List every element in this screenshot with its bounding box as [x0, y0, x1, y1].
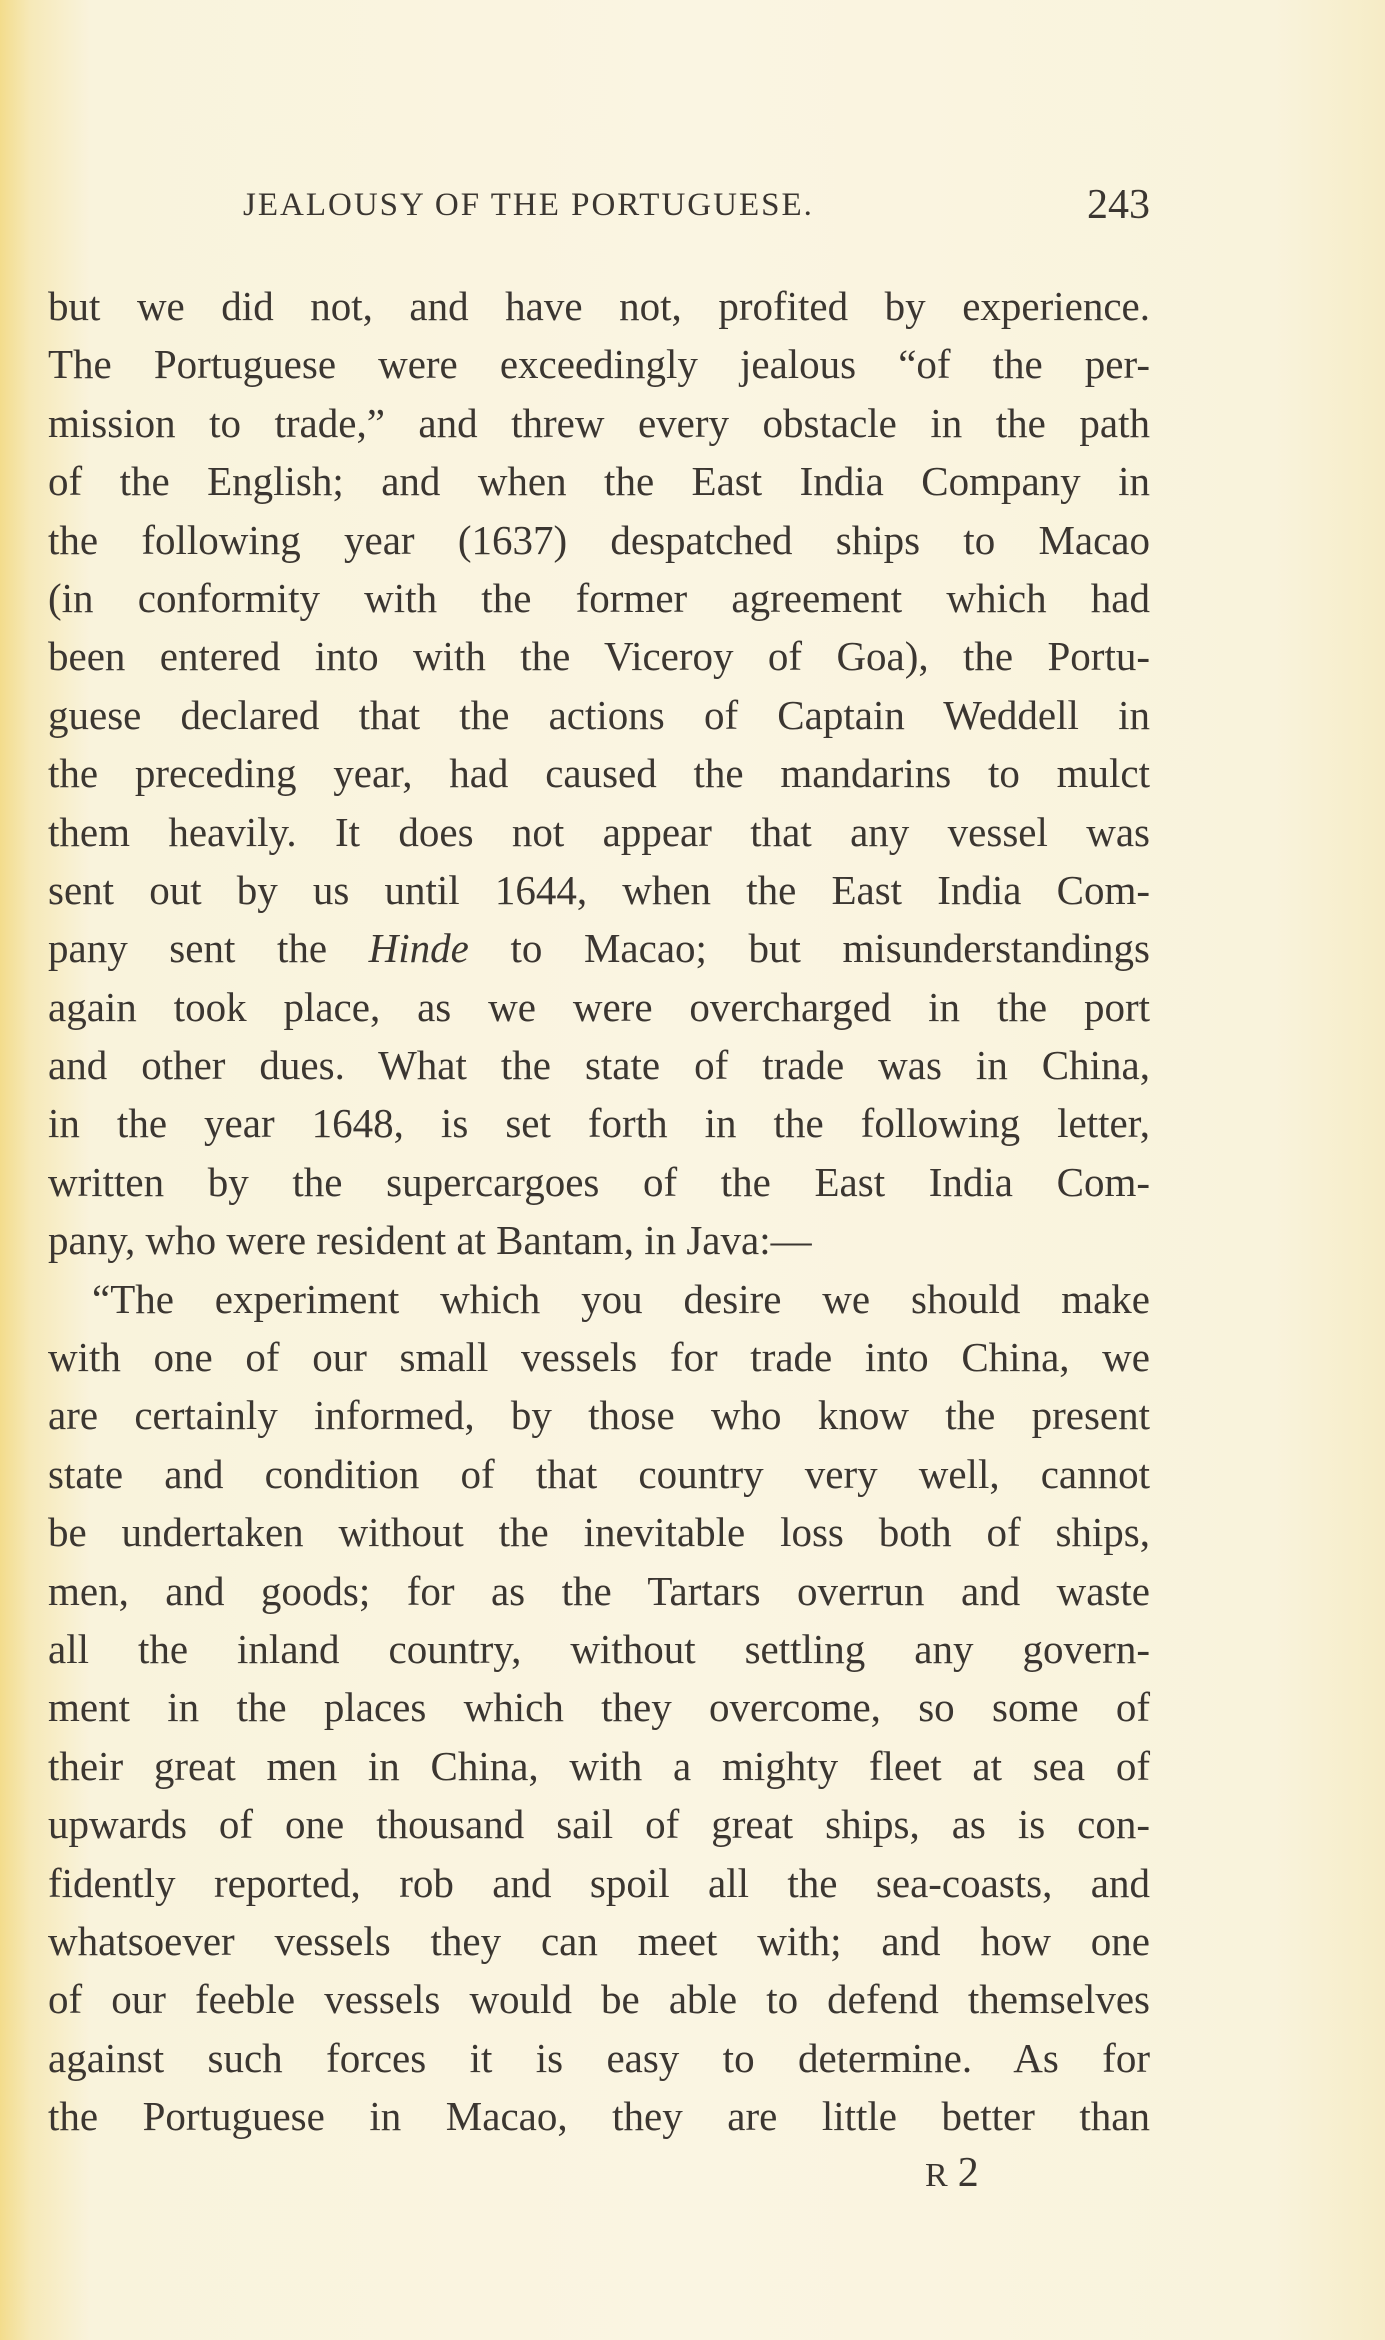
text-line: whatsoever vessels they can meet with; and how one	[48, 1917, 1150, 1964]
signature-letter: R	[925, 2157, 958, 2194]
text-line: but we did not, and have not, profited by experience.	[48, 283, 1150, 329]
text-line: are certainly informed, by those who know the present	[48, 1392, 1150, 1439]
ship-name-italic: Hinde	[368, 925, 469, 972]
running-header	[243, 180, 1150, 230]
text-segment: to Macao; but misunderstandings	[468, 925, 1150, 972]
text-segment: pany sent the	[48, 925, 369, 972]
text-line: be undertaken without the inevitable loss both of ships,	[48, 1509, 1150, 1556]
text-line: written by the supercargoes of the East India Com-	[48, 1158, 1150, 1205]
text-line: the preceding year, had caused the mandarins to mulct	[48, 750, 1150, 797]
text-line: (in conformity with the former agreement which had	[48, 574, 1150, 621]
text-line: their great men in China, with a mighty fleet at sea of	[48, 1742, 1150, 1789]
signature-mark	[925, 2148, 989, 2201]
body-text	[48, 277, 1150, 2146]
text-line: men, and goods; for as the Tartars overrun and waste	[48, 1567, 1150, 1614]
running-title: JEALOUSY OF THE PORTUGUESE.	[243, 187, 814, 223]
text-line: The Portuguese were exceedingly jealous “of the per-	[48, 341, 1150, 388]
text-line: sent out by us until 1644, when the East India Com-	[48, 866, 1150, 913]
text-line: again took place, as we were overcharged in the port	[48, 983, 1150, 1030]
text-line: pany, who were resident at Bantam, in Java:—	[48, 1217, 812, 1264]
text-line: of our feeble vessels would be able to defend themselves	[48, 1976, 1150, 2023]
text-line: been entered into with the Viceroy of Goa), the Portu-	[48, 633, 1150, 680]
text-line: all the inland country, without settling any govern-	[48, 1625, 1150, 1672]
text-line: in the year 1648, is set forth in the following letter,	[48, 1100, 1150, 1147]
text-line: “The experiment which you desire we should make	[92, 1275, 1150, 1322]
text-line: ment in the places which they overcome, so some of	[48, 1684, 1150, 1731]
text-line: mission to trade,” and threw every obstacle in the path	[48, 399, 1150, 446]
text-line: of the English; and when the East India Company in	[48, 458, 1150, 505]
text-line: and other dues. What the state of trade was in China,	[48, 1042, 1150, 1089]
page-number: 243	[1087, 182, 1150, 228]
text-line: the Portuguese in Macao, they are little better than	[48, 2093, 1150, 2140]
text-line: guese declared that the actions of Captain Weddell in	[48, 691, 1150, 738]
text-line: state and condition of that country very well, cannot	[48, 1450, 1150, 1497]
text-line: fidently reported, rob and spoil all the sea-coasts, and	[48, 1859, 1150, 1906]
text-line: against such forces it is easy to determine. As for	[48, 2034, 1150, 2081]
text-line: the following year (1637) despatched ships to Macao	[48, 516, 1150, 563]
text-line: with one of our small vessels for trade into China, we	[48, 1334, 1150, 1381]
signature-number: 2	[957, 2150, 989, 2196]
text-line: upwards of one thousand sail of great ships, as is con-	[48, 1801, 1150, 1848]
text-line: them heavily. It does not appear that any vessel was	[48, 808, 1150, 855]
text-line	[48, 919, 1150, 977]
